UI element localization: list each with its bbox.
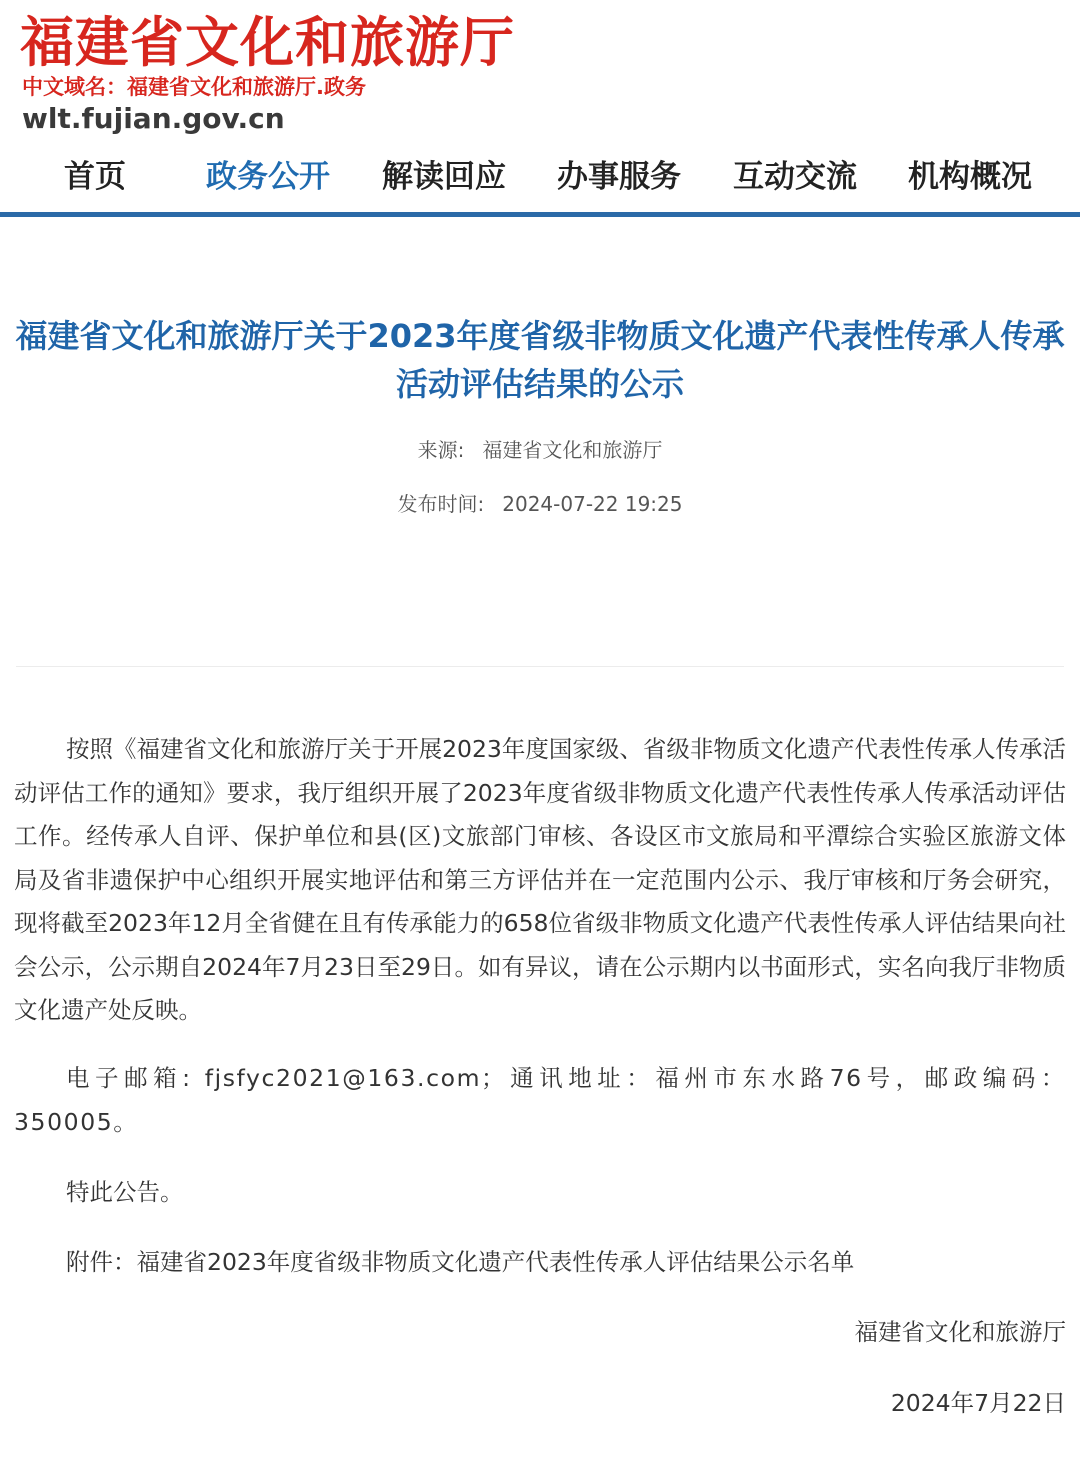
nav-underline-bar xyxy=(0,212,1080,217)
nav-item-government-affairs[interactable]: 政务公开 xyxy=(206,159,330,195)
article-publish-time xyxy=(0,490,1080,518)
signature-date: 2024年7月22日 xyxy=(890,1389,1066,1417)
article-source-value: 福建省文化和旅游厅 xyxy=(482,438,663,462)
nav-item-interaction[interactable]: 互动交流 xyxy=(733,159,857,195)
site-logo-title[interactable]: 福建省文化和旅游厅 xyxy=(20,10,515,74)
nav-item-interpretation[interactable]: 解读回应 xyxy=(382,159,506,195)
nav-item-home[interactable]: 首页 xyxy=(64,159,126,195)
nav-item-about[interactable]: 机构概况 xyxy=(908,159,1032,195)
site-url[interactable]: wlt.fujian.gov.cn xyxy=(22,102,285,135)
article-time-value: 2024-07-22 19:25 xyxy=(502,492,683,516)
site-header xyxy=(0,0,1080,216)
article-paragraph-contact: 电子邮箱: fjsfyc2021@163.com；通讯地址：福州市东水路76号，邮政编码：350005。 xyxy=(14,1064,1066,1136)
header-divider xyxy=(16,666,1064,667)
article-paragraph-main: 按照《福建省文化和旅游厅关于开展2023年度国家级、省级非物质文化遗产代表性传承人传承活动评估工作的通知》要求，我厅组织开展了2023年度省级非物质文化遗产代表性传承人传承活动评估工作。经传承人自评、保护单位和县(区)文旅部门审核、各设区市文旅局和平潭综合实验区旅游文体局及省非遗保护中心组织开展实地评估和第三方评估并在一定范围内公示、我厅审核和厅务会研究，现将截至2023年12月全省健在且有传承能力的658位省级非物质文化遗产代表性传承人评估结果向社会公示，公示期自2024年7月23日至29日。如有异议，请在公示期内以书面形式，实名向我厅非物质文化遗产处反映。 xyxy=(14,735,1066,1024)
site-chinese-domain: 中文域名：福建省文化和旅游厅.政务 xyxy=(22,75,366,99)
signature-organization: 福建省文化和旅游厅 xyxy=(854,1318,1066,1346)
article-source-label: 来源: xyxy=(417,438,465,462)
main-navigation xyxy=(0,150,1080,212)
article-attachment-link[interactable]: 附件：福建省2023年度省级非物质文化遗产代表性传承人评估结果公示名单 xyxy=(66,1248,855,1276)
article-paragraph-notice: 特此公告。 xyxy=(66,1178,184,1206)
article-title: 福建省文化和旅游厅关于2023年度省级非物质文化遗产代表性传承人传承活动评估结果的公示 xyxy=(15,317,1065,403)
nav-item-services[interactable]: 办事服务 xyxy=(557,159,681,195)
article-source xyxy=(0,436,1080,464)
article-time-label: 发布时间: xyxy=(397,492,485,516)
